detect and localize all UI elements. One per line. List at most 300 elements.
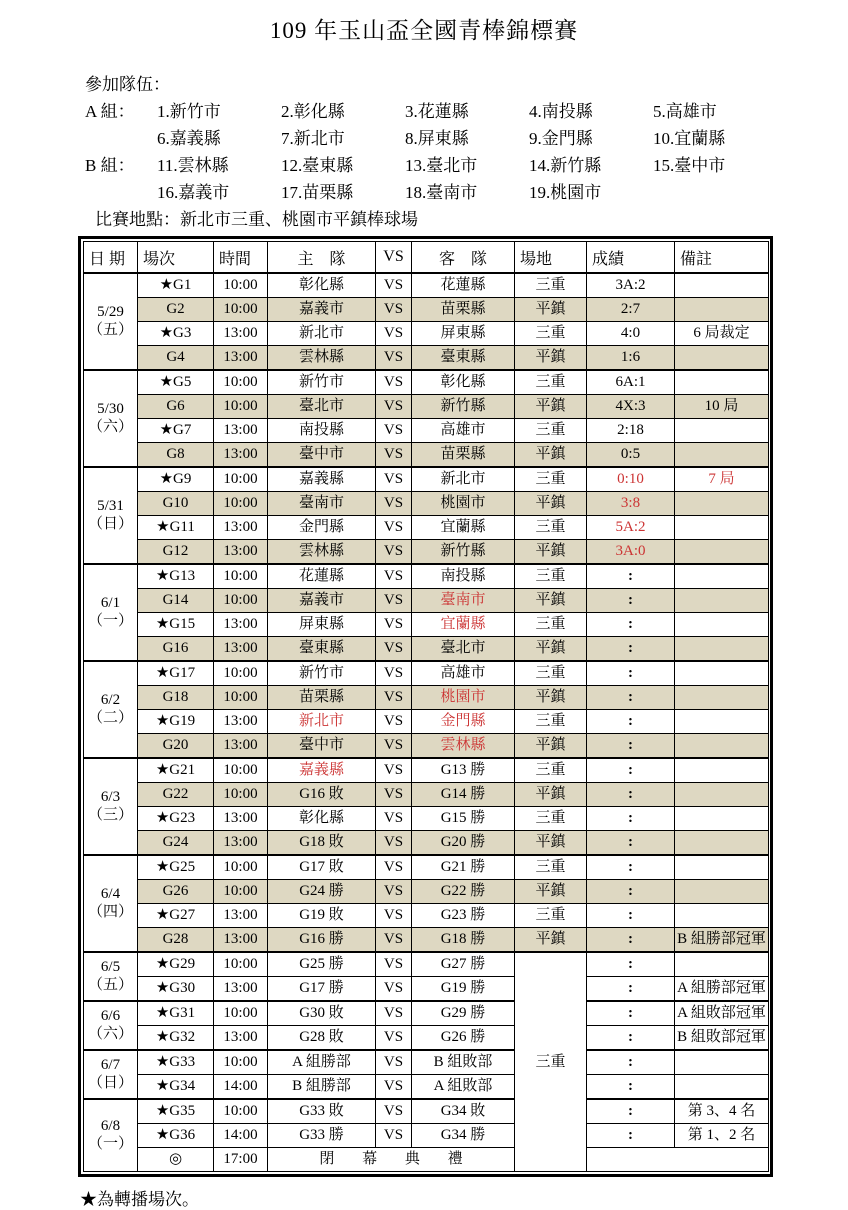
score-cell: :: [587, 1124, 675, 1148]
vs-cell: VS: [376, 1026, 412, 1051]
time-cell: 10:00: [214, 1050, 268, 1075]
venue-cell: 三重: [515, 273, 587, 298]
vs-cell: VS: [376, 298, 412, 322]
game-row: [84, 443, 769, 468]
team-entry: 19.桃園市: [529, 183, 602, 202]
game-row: [84, 346, 769, 371]
game-row: [84, 661, 769, 686]
time-cell: 13:00: [214, 540, 268, 565]
column-header: 日 期: [84, 242, 138, 274]
venue-cell: 三重: [515, 807, 587, 831]
note-cell: [675, 492, 769, 516]
vs-cell: VS: [376, 977, 412, 1002]
away-team-cell: 宜蘭縣: [412, 613, 515, 637]
note-cell: [675, 1050, 769, 1075]
away-team-cell: G21 勝: [412, 855, 515, 880]
home-team-cell: 新北市: [268, 322, 376, 346]
date-cell: 5/30 （六）: [84, 370, 138, 467]
home-team-cell: 臺中市: [268, 734, 376, 759]
vs-cell: VS: [376, 589, 412, 613]
time-cell: 10:00: [214, 1001, 268, 1026]
vs-cell: VS: [376, 613, 412, 637]
game-row: [84, 540, 769, 565]
time-cell: 13:00: [214, 734, 268, 759]
away-team-cell: G23 勝: [412, 904, 515, 928]
venue-cell: 三重: [515, 613, 587, 637]
time-cell: 10:00: [214, 467, 268, 492]
team-row: [85, 125, 848, 152]
time-cell: 14:00: [214, 1075, 268, 1100]
note-cell: 7 局: [675, 467, 769, 492]
team-entry: 15.臺中市: [653, 156, 726, 175]
time-cell: 10:00: [214, 395, 268, 419]
home-team-cell: 新北市: [268, 710, 376, 734]
time-cell: 13:00: [214, 613, 268, 637]
note-cell: B 組勝部冠軍: [675, 928, 769, 953]
away-team-cell: G22 勝: [412, 880, 515, 904]
schedule-body: [84, 273, 769, 1172]
team-entry: 10.宜蘭縣: [653, 129, 726, 148]
venue-cell: 平鎮: [515, 928, 587, 953]
game-cell: ★G11: [138, 516, 214, 540]
vs-cell: VS: [376, 467, 412, 492]
time-cell: 13:00: [214, 977, 268, 1002]
game-row: [84, 1148, 769, 1172]
game-row: [84, 734, 769, 759]
time-cell: 10:00: [214, 273, 268, 298]
game-row: [84, 1050, 769, 1075]
home-team-cell: G17 敗: [268, 855, 376, 880]
note-cell: [675, 516, 769, 540]
time-cell: 13:00: [214, 419, 268, 443]
venue-cell: 平鎮: [515, 589, 587, 613]
note-cell: [675, 1075, 769, 1100]
venue-cell: 三重: [515, 516, 587, 540]
score-cell: 4X:3: [587, 395, 675, 419]
ceremony-cell: 閉 幕 典 禮: [268, 1148, 515, 1172]
score-cell: :: [587, 637, 675, 662]
note-cell: A 組敗部冠軍: [675, 1001, 769, 1026]
game-cell: G26: [138, 880, 214, 904]
game-row: [84, 1026, 769, 1051]
team-entry: 2.彰化縣: [281, 102, 345, 121]
score-cell: :: [587, 831, 675, 856]
note-cell: [675, 686, 769, 710]
venue-cell: 平鎮: [515, 783, 587, 807]
game-cell: ★G5: [138, 370, 214, 395]
team-entry: 16.嘉義市: [157, 183, 230, 202]
game-cell: ★G25: [138, 855, 214, 880]
team-entry: 11.雲林縣: [157, 156, 229, 175]
home-team-cell: G19 敗: [268, 904, 376, 928]
venue-line: 比賽地點：新北市三重、桃園市平鎮棒球場: [95, 210, 418, 229]
game-cell: G8: [138, 443, 214, 468]
score-cell: :: [587, 564, 675, 589]
team-entry: 5.高雄市: [653, 102, 717, 121]
home-team-cell: 臺東縣: [268, 637, 376, 662]
home-team-cell: G25 勝: [268, 952, 376, 977]
game-cell: G24: [138, 831, 214, 856]
venue-cell: 平鎮: [515, 686, 587, 710]
home-team-cell: 彰化縣: [268, 273, 376, 298]
vs-cell: VS: [376, 273, 412, 298]
away-team-cell: 屏東縣: [412, 322, 515, 346]
game-row: [84, 322, 769, 346]
game-cell: G18: [138, 686, 214, 710]
date-cell: 6/2 （二）: [84, 661, 138, 758]
team-entry: 8.屏東縣: [405, 129, 469, 148]
away-team-cell: G26 勝: [412, 1026, 515, 1051]
score-note-cell: [587, 1148, 769, 1172]
game-row: [84, 783, 769, 807]
group-label: A 組：: [85, 102, 135, 121]
game-cell: G10: [138, 492, 214, 516]
game-cell: ★G33: [138, 1050, 214, 1075]
game-row: [84, 807, 769, 831]
team-row: [85, 98, 848, 125]
team-entry: 12.臺東縣: [281, 156, 354, 175]
game-row: [84, 1001, 769, 1026]
group-label: [85, 125, 157, 152]
time-cell: 13:00: [214, 904, 268, 928]
venue-cell: 平鎮: [515, 637, 587, 662]
note-cell: B 組敗部冠軍: [675, 1026, 769, 1051]
score-cell: :: [587, 661, 675, 686]
home-team-cell: 新竹市: [268, 370, 376, 395]
game-cell: G4: [138, 346, 214, 371]
score-cell: :: [587, 807, 675, 831]
away-team-cell: G27 勝: [412, 952, 515, 977]
note-cell: [675, 346, 769, 371]
participants-grid: [85, 98, 848, 206]
time-cell: 13:00: [214, 322, 268, 346]
home-team-cell: G30 敗: [268, 1001, 376, 1026]
date-cell: 6/4 （四）: [84, 855, 138, 952]
game-row: [84, 928, 769, 953]
time-cell: 10:00: [214, 783, 268, 807]
game-cell: ★G32: [138, 1026, 214, 1051]
home-team-cell: 臺中市: [268, 443, 376, 468]
away-team-cell: 宜蘭縣: [412, 516, 515, 540]
team-entry: 4.南投縣: [529, 102, 593, 121]
game-cell: ★G27: [138, 904, 214, 928]
note-cell: [675, 783, 769, 807]
score-cell: :: [587, 855, 675, 880]
game-cell: ★G34: [138, 1075, 214, 1100]
date-cell: 6/7 （日）: [84, 1050, 138, 1099]
home-team-cell: 嘉義縣: [268, 467, 376, 492]
venue-cell: 三重: [515, 419, 587, 443]
game-cell: G6: [138, 395, 214, 419]
vs-cell: VS: [376, 564, 412, 589]
score-cell: 0:5: [587, 443, 675, 468]
game-cell: G22: [138, 783, 214, 807]
game-row: [84, 977, 769, 1002]
time-cell: 10:00: [214, 855, 268, 880]
game-cell: ★G29: [138, 952, 214, 977]
game-row: [84, 831, 769, 856]
game-cell: ★G30: [138, 977, 214, 1002]
time-cell: 10:00: [214, 564, 268, 589]
game-row: [84, 1075, 769, 1100]
vs-cell: VS: [376, 1001, 412, 1026]
game-cell: G2: [138, 298, 214, 322]
vs-cell: VS: [376, 807, 412, 831]
date-cell: 6/8 （一）: [84, 1099, 138, 1172]
game-cell: ★G23: [138, 807, 214, 831]
venue-cell: 平鎮: [515, 880, 587, 904]
home-team-cell: G28 敗: [268, 1026, 376, 1051]
home-team-cell: G24 勝: [268, 880, 376, 904]
home-team-cell: 苗栗縣: [268, 686, 376, 710]
home-team-cell: G17 勝: [268, 977, 376, 1002]
away-team-cell: G15 勝: [412, 807, 515, 831]
page-title: 109 年玉山盃全國青棒錦標賽: [269, 18, 579, 43]
vs-cell: VS: [376, 370, 412, 395]
score-cell: 3:8: [587, 492, 675, 516]
score-cell: :: [587, 686, 675, 710]
vs-cell: VS: [376, 492, 412, 516]
home-team-cell: G33 勝: [268, 1124, 376, 1148]
vs-cell: VS: [376, 1099, 412, 1124]
away-team-cell: 高雄市: [412, 661, 515, 686]
time-cell: 10:00: [214, 370, 268, 395]
time-cell: 13:00: [214, 807, 268, 831]
game-cell: ★G9: [138, 467, 214, 492]
venue-cell: 三重: [515, 952, 587, 1172]
score-cell: :: [587, 952, 675, 977]
away-team-cell: 金門縣: [412, 710, 515, 734]
time-cell: 13:00: [214, 831, 268, 856]
game-row: [84, 880, 769, 904]
note-cell: [675, 855, 769, 880]
venue-cell: 三重: [515, 467, 587, 492]
game-row: [84, 1124, 769, 1148]
venue-cell: 平鎮: [515, 443, 587, 468]
venue-cell: 三重: [515, 758, 587, 783]
venue-cell: 平鎮: [515, 346, 587, 371]
time-cell: 10:00: [214, 492, 268, 516]
away-team-cell: 新竹縣: [412, 395, 515, 419]
vs-cell: VS: [376, 831, 412, 856]
game-cell: G14: [138, 589, 214, 613]
home-team-cell: 彰化縣: [268, 807, 376, 831]
vs-cell: VS: [376, 928, 412, 953]
game-row: [84, 273, 769, 298]
game-row: [84, 686, 769, 710]
venue-cell: 三重: [515, 710, 587, 734]
time-cell: 13:00: [214, 1026, 268, 1051]
note-cell: 10 局: [675, 395, 769, 419]
time-cell: 10:00: [214, 758, 268, 783]
score-cell: 4:0: [587, 322, 675, 346]
score-cell: :: [587, 928, 675, 953]
team-entry: 1.新竹市: [157, 102, 221, 121]
home-team-cell: 臺北市: [268, 395, 376, 419]
away-team-cell: G29 勝: [412, 1001, 515, 1026]
away-team-cell: A 組敗部: [412, 1075, 515, 1100]
away-team-cell: 花蓮縣: [412, 273, 515, 298]
date-cell: 6/3 （三）: [84, 758, 138, 855]
time-cell: 13:00: [214, 346, 268, 371]
score-cell: 5A:2: [587, 516, 675, 540]
game-row: [84, 758, 769, 783]
vs-cell: VS: [376, 710, 412, 734]
home-team-cell: G33 敗: [268, 1099, 376, 1124]
game-cell: G20: [138, 734, 214, 759]
away-team-cell: 彰化縣: [412, 370, 515, 395]
game-cell: ★G15: [138, 613, 214, 637]
game-cell: G16: [138, 637, 214, 662]
game-cell: ★G7: [138, 419, 214, 443]
team-entry: 6.嘉義縣: [157, 129, 221, 148]
score-cell: 2:18: [587, 419, 675, 443]
note-cell: [675, 443, 769, 468]
score-cell: :: [587, 1075, 675, 1100]
venue-cell: 平鎮: [515, 540, 587, 565]
vs-cell: VS: [376, 758, 412, 783]
away-team-cell: 桃園市: [412, 686, 515, 710]
away-team-cell: 南投縣: [412, 564, 515, 589]
column-header: 備註: [675, 242, 769, 274]
vs-cell: VS: [376, 322, 412, 346]
venue-cell: 平鎮: [515, 298, 587, 322]
column-header: 客 隊: [412, 242, 515, 274]
away-team-cell: G18 勝: [412, 928, 515, 953]
column-header: 場地: [515, 242, 587, 274]
note-cell: 第 1、2 名: [675, 1124, 769, 1148]
away-team-cell: 臺南市: [412, 589, 515, 613]
home-team-cell: 嘉義縣: [268, 758, 376, 783]
score-cell: :: [587, 783, 675, 807]
note-cell: [675, 904, 769, 928]
vs-cell: VS: [376, 1050, 412, 1075]
score-cell: :: [587, 977, 675, 1002]
venue-cell: 三重: [515, 322, 587, 346]
game-row: [84, 564, 769, 589]
time-cell: 10:00: [214, 298, 268, 322]
home-team-cell: 南投縣: [268, 419, 376, 443]
column-header: 成績: [587, 242, 675, 274]
team-entry: 18.臺南市: [405, 183, 478, 202]
score-cell: 3A:0: [587, 540, 675, 565]
game-row: [84, 589, 769, 613]
game-cell: ◎: [138, 1148, 214, 1172]
participants-heading: 參加隊伍：: [85, 75, 170, 94]
venue-cell: 三重: [515, 661, 587, 686]
team-row: [85, 179, 848, 206]
vs-cell: VS: [376, 783, 412, 807]
note-cell: [675, 661, 769, 686]
note-cell: [675, 273, 769, 298]
game-row: [84, 637, 769, 662]
vs-cell: VS: [376, 395, 412, 419]
away-team-cell: 新竹縣: [412, 540, 515, 565]
vs-cell: VS: [376, 661, 412, 686]
game-cell: ★G3: [138, 322, 214, 346]
away-team-cell: G14 勝: [412, 783, 515, 807]
date-cell: 6/1 （一）: [84, 564, 138, 661]
score-cell: :: [587, 1099, 675, 1124]
away-team-cell: 新北市: [412, 467, 515, 492]
venue-cell: 平鎮: [515, 734, 587, 759]
game-cell: G28: [138, 928, 214, 953]
away-team-cell: 高雄市: [412, 419, 515, 443]
score-cell: :: [587, 589, 675, 613]
score-cell: :: [587, 1026, 675, 1051]
home-team-cell: 嘉義市: [268, 298, 376, 322]
vs-cell: VS: [376, 686, 412, 710]
game-row: [84, 370, 769, 395]
score-cell: 0:10: [587, 467, 675, 492]
note-cell: [675, 540, 769, 565]
game-cell: ★G35: [138, 1099, 214, 1124]
game-row: [84, 1099, 769, 1124]
score-cell: 3A:2: [587, 273, 675, 298]
game-cell: ★G31: [138, 1001, 214, 1026]
game-row: [84, 952, 769, 977]
venue-cell: 三重: [515, 370, 587, 395]
time-cell: 10:00: [214, 880, 268, 904]
schedule-table-wrap: [78, 236, 773, 1177]
vs-cell: VS: [376, 540, 412, 565]
game-row: [84, 419, 769, 443]
time-cell: 13:00: [214, 710, 268, 734]
note-cell: [675, 589, 769, 613]
vs-cell: VS: [376, 419, 412, 443]
away-team-cell: G34 勝: [412, 1124, 515, 1148]
team-entry: 7.新北市: [281, 129, 345, 148]
note-cell: 6 局裁定: [675, 322, 769, 346]
schedule-header-row: [84, 242, 769, 274]
participants-section: [85, 71, 848, 206]
team-entry: 3.花蓮縣: [405, 102, 469, 121]
vs-cell: VS: [376, 346, 412, 371]
date-cell: 5/29 （五）: [84, 273, 138, 370]
column-header: VS: [376, 242, 412, 274]
score-cell: :: [587, 613, 675, 637]
away-team-cell: G13 勝: [412, 758, 515, 783]
venue-cell: 三重: [515, 855, 587, 880]
vs-cell: VS: [376, 1124, 412, 1148]
time-cell: 10:00: [214, 952, 268, 977]
away-team-cell: G19 勝: [412, 977, 515, 1002]
vs-cell: VS: [376, 952, 412, 977]
column-header: 主 隊: [268, 242, 376, 274]
schedule-table: [83, 241, 769, 1172]
time-cell: 10:00: [214, 686, 268, 710]
score-cell: 1:6: [587, 346, 675, 371]
vs-cell: VS: [376, 637, 412, 662]
venue-cell: 平鎮: [515, 831, 587, 856]
note-cell: [675, 734, 769, 759]
home-team-cell: 雲林縣: [268, 540, 376, 565]
away-team-cell: 臺東縣: [412, 346, 515, 371]
vs-cell: VS: [376, 855, 412, 880]
time-cell: 13:00: [214, 516, 268, 540]
game-row: [84, 710, 769, 734]
game-row: [84, 613, 769, 637]
vs-cell: VS: [376, 443, 412, 468]
venue-cell: 平鎮: [515, 492, 587, 516]
away-team-cell: G20 勝: [412, 831, 515, 856]
score-cell: :: [587, 758, 675, 783]
venue-cell: 平鎮: [515, 395, 587, 419]
note-cell: [675, 637, 769, 662]
vs-cell: VS: [376, 734, 412, 759]
team-entry: 17.苗栗縣: [281, 183, 354, 202]
note-cell: [675, 758, 769, 783]
